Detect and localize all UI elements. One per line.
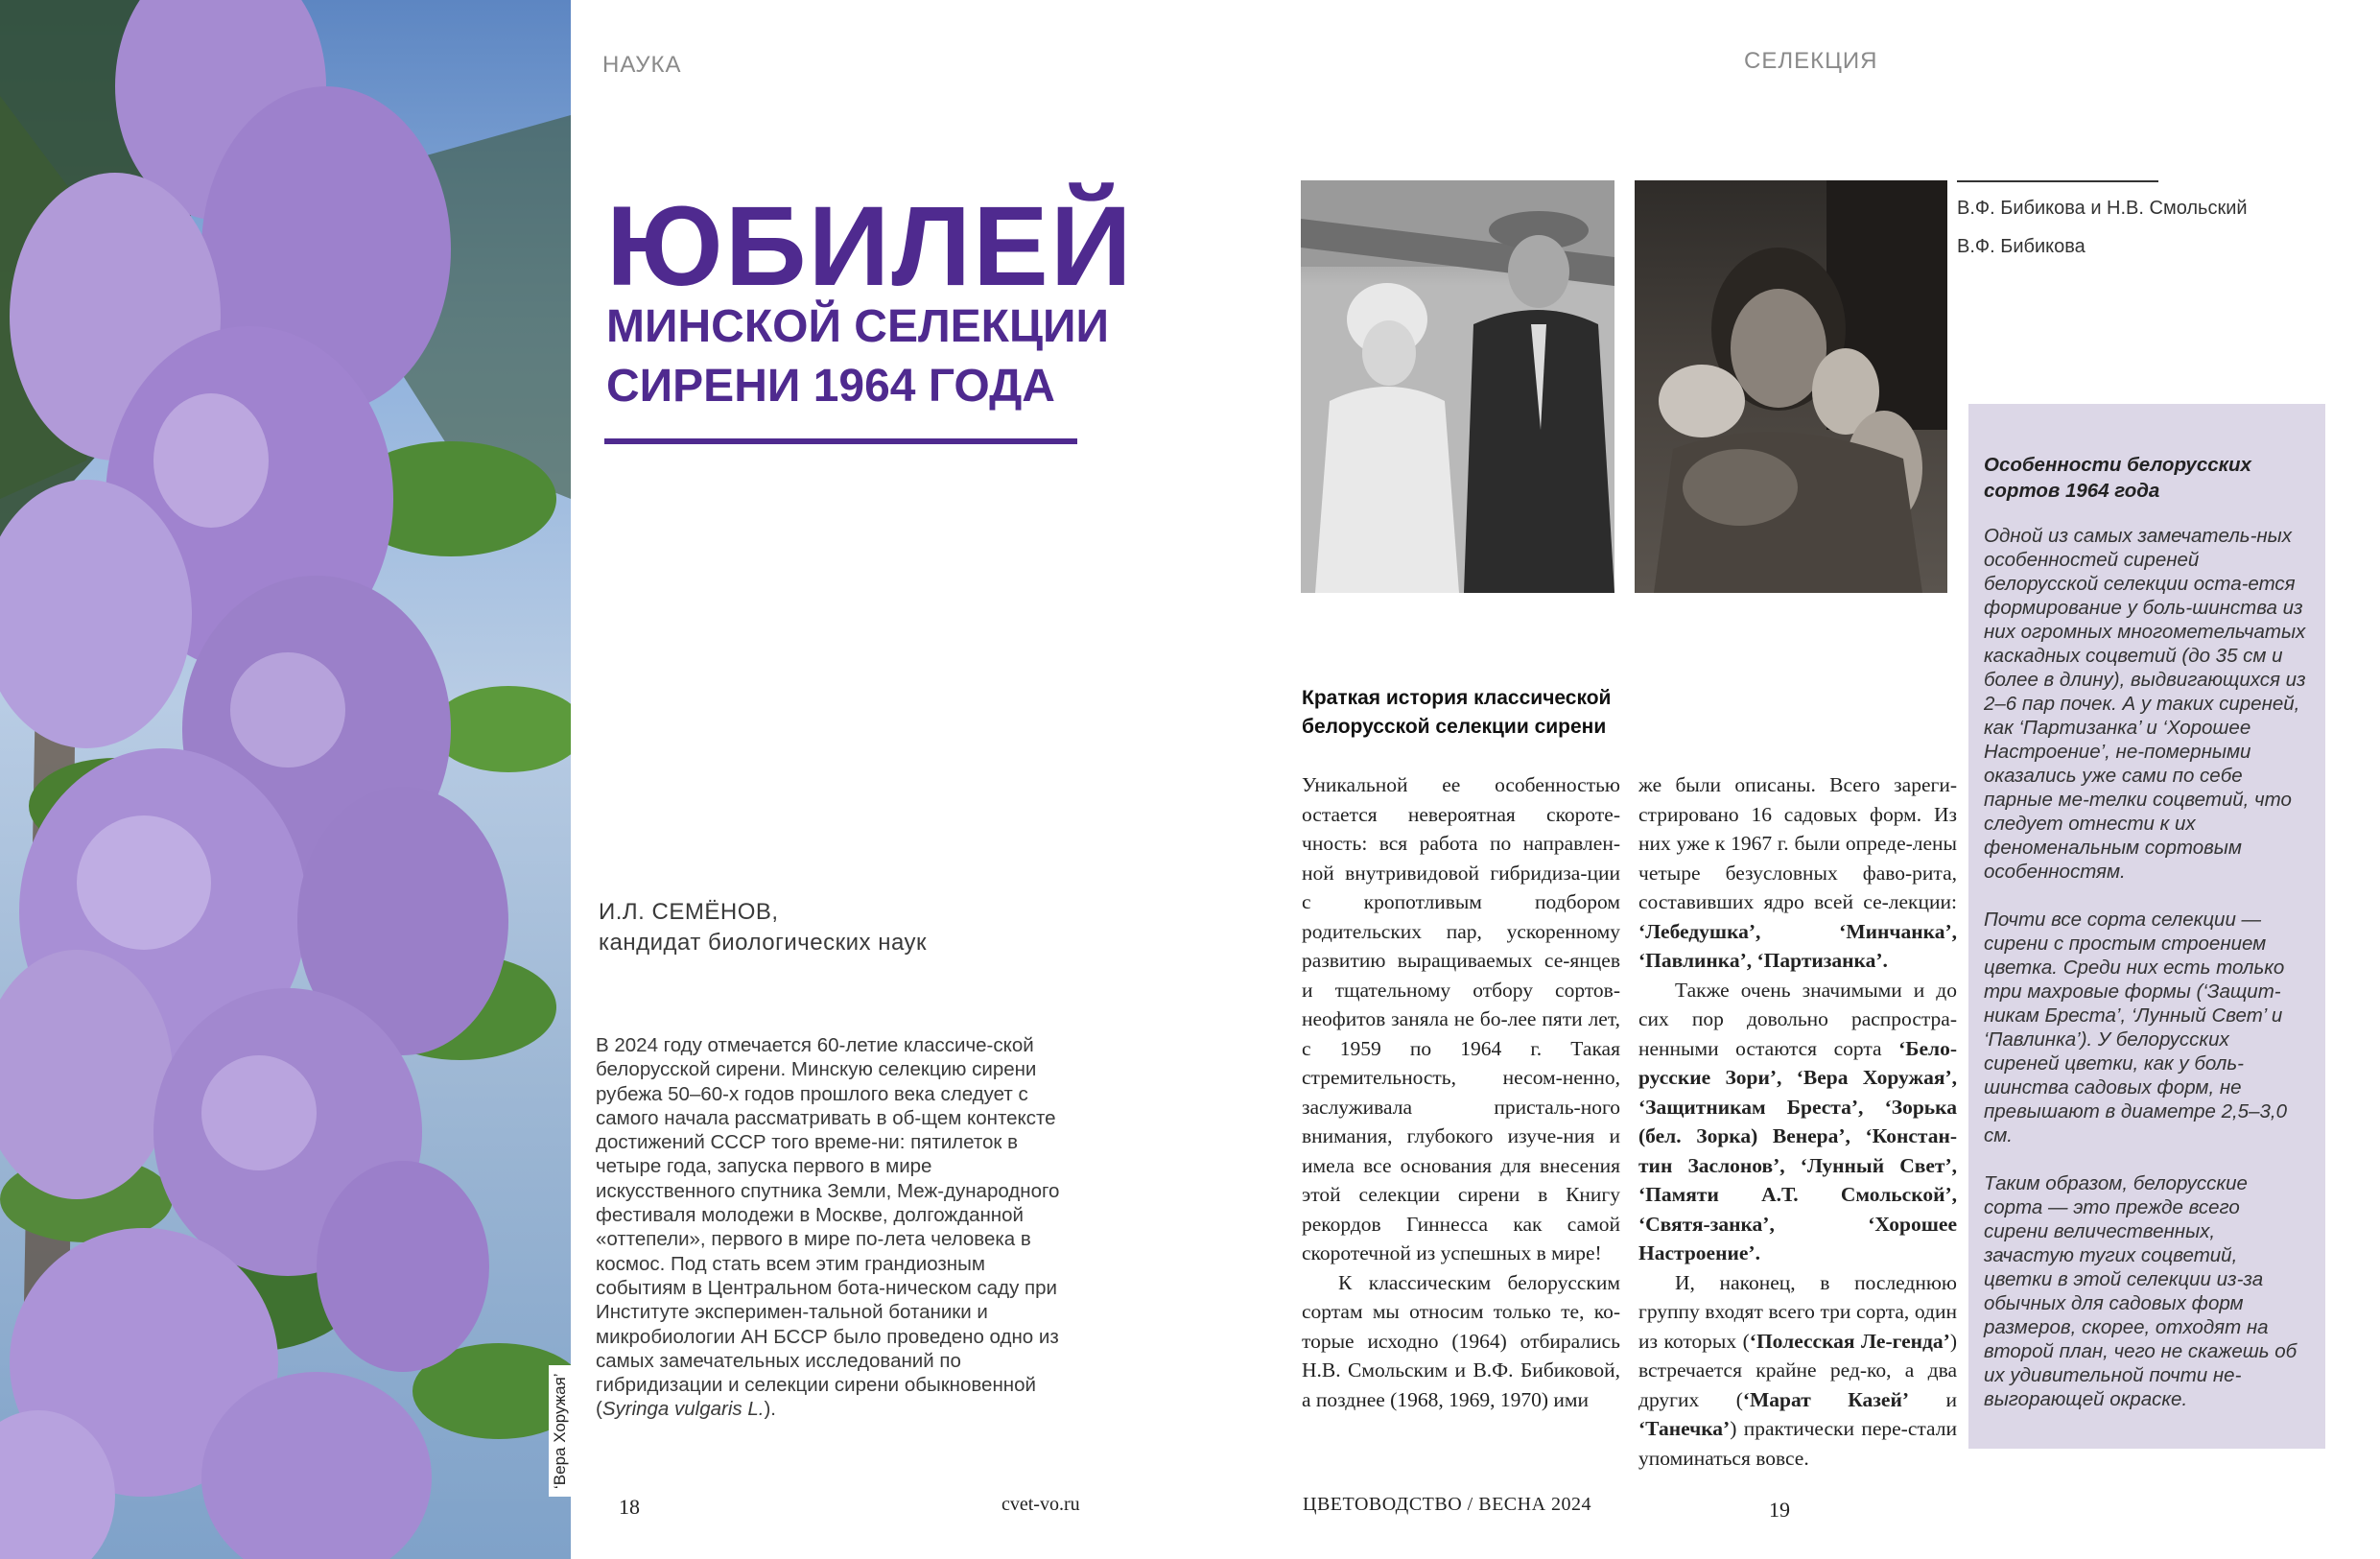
photo-caption-rule (1957, 180, 2158, 182)
subheading-line1: Краткая история классической (1302, 687, 1612, 709)
intro-text: В 2024 году отмечается 60-летие классиче-ской белорусской сирени. Минскую селекцию сирени рубежа 50–60-х годов прошлого века следует с самого начала рассматривать в об-щем контексте достижений СССР того време-ни: пятилеток в четыре года, запуска первого в мире искусственного спутника Земли, Меж-дународного фестиваля молодежи в Москве, долгожданной «оттепели», первого в мире по-лета человека в космос. Под стать всем этим грандиозным событиям в Центральном бота-ническом саду при Институте эксперимен-тальной ботаники и микробиологии АН БССР было проведено одно из самых замечательных исследований по гибридизации и селекции сирени обыкновенной ( (596, 1034, 1060, 1421)
col2-p3-b1: ‘Полесская Ле-генда’ (1749, 1329, 1950, 1353)
photo-caption-1: В.Ф. Бибикова и Н.В. Смольский (1957, 198, 2248, 219)
col2-p3-b3: ‘Танечка’ (1638, 1417, 1731, 1440)
section-label-science: НАУКА (602, 52, 682, 78)
sidebar-box (1968, 404, 2325, 1449)
bw-photo-couple (1301, 180, 1614, 593)
col2-p3-d: и (1909, 1387, 1958, 1411)
lilac-illustration (0, 0, 571, 1559)
text-column-2 (1638, 770, 1957, 1473)
article-title-line3: СИРЕНИ 1964 ГОДА (606, 361, 1055, 412)
photo-caption-vertical: ‘Вера Хоружая’ (549, 1365, 572, 1497)
col2-p3-a: И, наконец, в последнюю группу входят всего три сорта, один из которых ( (1638, 1270, 1957, 1353)
page-number-right: 19 (1769, 1498, 1790, 1522)
intro-text-end: ). (764, 1398, 776, 1421)
lilac-photo (0, 0, 571, 1559)
col2-p3-e: ) практически пере-стали упоминаться вовсе. (1638, 1417, 1957, 1470)
sidebar-paragraph-1: Одной из самых замечатель-ных особенностей сиреней белорусской селекции оста-ется формирование у боль-шинства из них огромных многометельчатых каскадных соцветий (до 35 см и более в длину), выдвигающихся из 2–6 пар почек. А у таких сиреней, как ‘Партизанка’ и ‘Хорошее Настроение’, не-померными оказались уже сами по себе парные ме-телки соцветий, что следует отнести к их феноменальным сортовым особенностям. (1984, 525, 2306, 883)
col1-paragraph-2: К классическим белорусским сортам мы относим только те, ко-торые исходно (1964) отбирались Н.В. Смольским и В.Ф. Бибиковой, а позднее (1968, 1969, 1970) ими (1302, 1270, 1620, 1411)
col2-paragraph-1 (1638, 770, 1957, 976)
col2-p3-b2: ‘Марат Казей’ (1742, 1387, 1910, 1411)
col2-p2-text: Также очень значимыми и до сих пор довольно распростра-ненными остаются сорта (1638, 978, 1957, 1060)
col2-p2-varieties: ‘Бело-русские Зори’, ‘Вера Хоружая’, ‘Защитникам Бреста’, ‘Зорька (бел. Зорка) Венера’, ‘Констан-тин Заслонов’, ‘Лунный Свет’, ‘Памяти А.Т. Смольской’, ‘Святя-занка’, ‘Хорошее Настроение’. (1638, 1036, 1957, 1264)
subheading-line2: белорусской селекции сирени (1302, 716, 1607, 738)
page-number-left: 18 (619, 1495, 640, 1519)
title-underline (604, 438, 1077, 444)
col2-p3-c: ) встречается крайне ред-ко, а два других ( (1638, 1329, 1957, 1411)
footer-magazine: ЦВЕТОВОДСТВО / ВЕСНА 2024 (1303, 1494, 1592, 1515)
col2-paragraph-3 (1638, 1268, 1957, 1474)
footer-site: cvet-vo.ru (1001, 1494, 1080, 1515)
intro-latin-name: Syringa vulgaris L. (601, 1398, 765, 1421)
sidebar-text (1984, 524, 2306, 1435)
photo-caption-2: В.Ф. Бибикова (1957, 236, 2085, 257)
article-title-main: ЮБИЛЕЙ (606, 183, 1134, 310)
article-title-line2: МИНСКОЙ СЕЛЕКЦИИ (606, 301, 1110, 352)
bw-photo-portrait (1635, 180, 1947, 593)
photo-bibikova-smolsky (1301, 180, 1614, 593)
sidebar-paragraph-3: Таким образом, белорусские сорта — это прежде всего сирени величественных, зачастую тугих соцветий, цветки в этой селекции из-за обычных для садовых форм размеров, скорее, отходят на второй план, чего не скажешь об их удивительной почти не-выгорающей окраске. (1984, 1172, 2298, 1410)
col2-paragraph-2 (1638, 976, 1957, 1268)
author-title: кандидат биологических наук (599, 930, 928, 956)
photo-bibikova (1635, 180, 1947, 593)
col1-paragraph-1: Уникальной ее особенностью остается невероятная скороте-чность: вся работа по направлен-ной внутривидовой гибридиза-ции с кропотливым подбором родительских пар, ускоренному развитию выращиваемых се-янцев и тщательному отбору сортов-неофитов заняла не бо-лее пяти лет, с 1959 по 1964 г. Такая стремительность, несом-ненно, заслуживала присталь-ного внимания, глубокого изуче-ния и имела все основания для внесения этой селекции сирени в Книгу рекордов Гиннесса как самой скоротечной из успешных в мире! (1302, 773, 1620, 1264)
col2-p1-varieties: ‘Лебедушка’, ‘Минчанка’, ‘Павлинка’, ‘Партизанка’. (1638, 919, 1957, 972)
intro-paragraph (596, 1033, 1075, 1422)
sidebar-paragraph-2: Почти все сорта селекции — сирени с простым строением цветка. Среди них есть только три махровые формы (‘Защит-никам Бреста’, ‘Лунный Свет’ и ‘Павлинка’). У белорусских сиреней цветки, как у боль-шинства садовых форм, не превышают в диаметре 2,5–3,0 см. (1984, 909, 2287, 1146)
text-column-1 (1302, 770, 1620, 1414)
sidebar-heading: Особенности белорусских сортов 1964 года (1984, 454, 2251, 502)
author-name: И.Л. СЕМЁНОВ, (599, 899, 779, 925)
col2-p1-text: же были описаны. Всего зареги-стрировано 16 садовых форм. Из них уже к 1967 г. были опреде-лены четыре безусловных фаво-рита, составивших ядро всей се-лекции: (1638, 773, 1957, 913)
section-label-selection: СЕЛЕКЦИЯ (1744, 48, 1878, 74)
